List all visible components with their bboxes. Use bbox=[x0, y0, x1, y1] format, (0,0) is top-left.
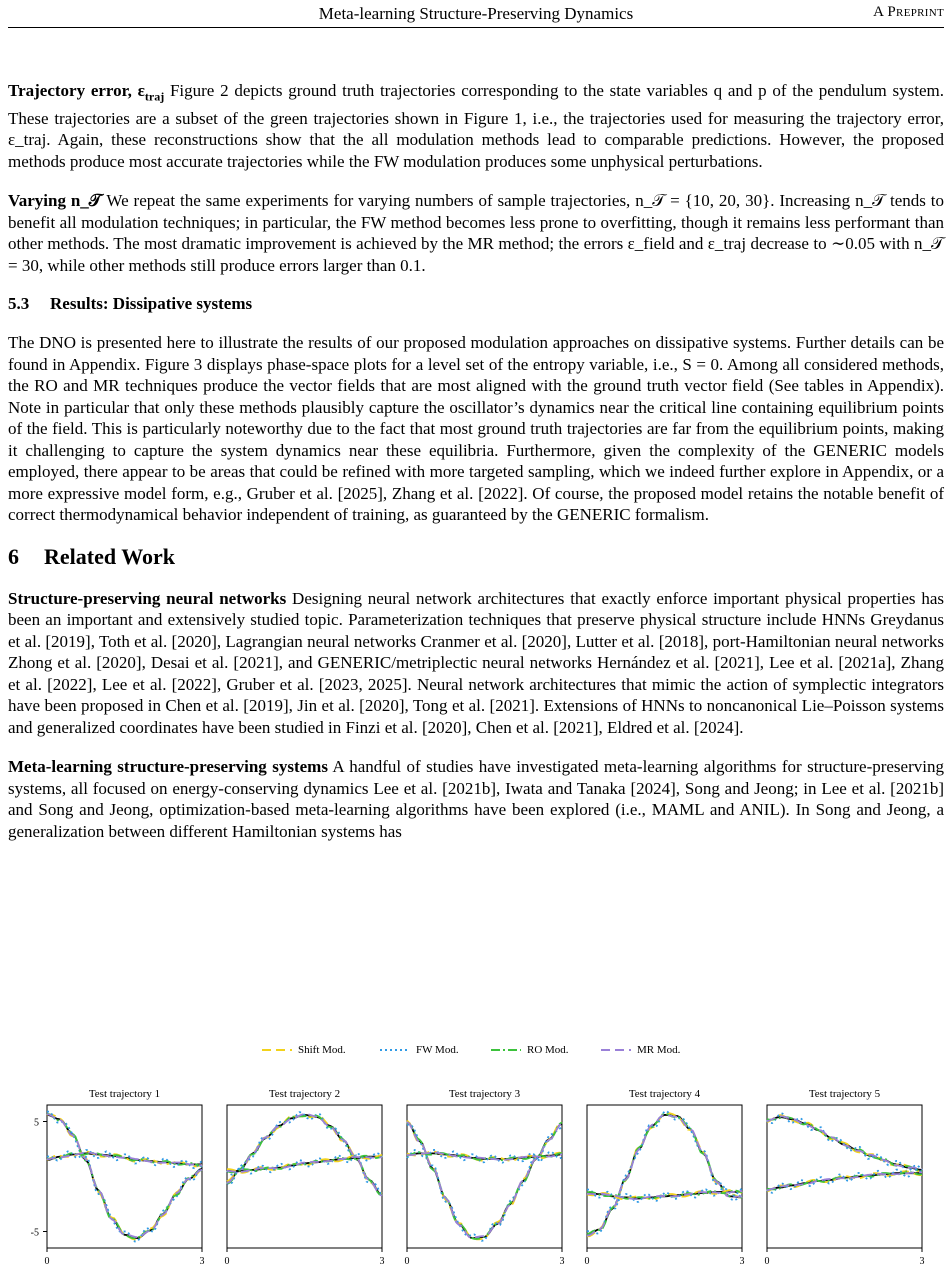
panel-title: Test trajectory 2 bbox=[268, 1088, 341, 1100]
panel-frame bbox=[227, 1105, 382, 1248]
run-in-heading: Structure-preserving neural networks bbox=[8, 588, 287, 608]
paragraph-body: We repeat the same experiments for varying numbers of sample trajectories, n_𝒯 = {10, 20, 30}. Increasing n_𝒯 tends to benefit all modulation techniques; in particular, the FW method becomes less prone to overfitting, though it remains less performant than other methods. The most dramatic improvement is achieved by the MR method; the errors ε_field and ε_traj decrease to ∼0.05 with n_𝒯 = 30, while other methods still produce errors larger than 0.1. bbox=[8, 191, 945, 275]
x-tick-label: 0 bbox=[44, 1256, 50, 1267]
paragraph-meta-learning bbox=[8, 756, 944, 842]
x-tick-label: 3 bbox=[559, 1256, 565, 1267]
legend-label-mr: MR Mod. bbox=[637, 1044, 681, 1056]
paragraph-dno: The DNO is presented here to illustrate the results of our proposed modulation approaches on dissipative systems. Further details can be found in Appendix. Figure 3 displays phase-space plots for a level set of the entropy variable, i.e., S = 0. Among all considered methods, the RO and MR techniques produce the vector fields that are most aligned with the ground truth vector field (See tables in Appendix). Note in particular that only these methods plausibly capture the oscillator’s dynamics near the critical line containing equilibrium points of the field. This is particularly noteworthy due to the fact that most ground truth trajectories are far from the equilibrium points, making it challenging to capture the system dynamics near these equilibria. Furthermore, given the complexity of the GENERIC models employed, there appear to be areas that could be refined with more targeted sampling, which we indeed further explore in Appendix, or a more expressive model form, e.g., Gruber et al. [2025], Zhang et al. [2022]. Of course, the proposed model retains the notable benefit of correct thermodynamical behavior independent of training, as guaranteed by the GENERIC formalism. bbox=[8, 333, 944, 525]
legend-label-ro: RO Mod. bbox=[527, 1044, 569, 1056]
trajectory-panel bbox=[585, 1088, 745, 1267]
x-tick-label: 0 bbox=[764, 1256, 770, 1267]
section-heading: 6 Related Work bbox=[8, 543, 175, 569]
running-title: Meta-learning Structure-Preserving Dynamics bbox=[318, 4, 634, 23]
x-tick-label: 3 bbox=[739, 1256, 745, 1267]
legend-label-shift: Shift Mod. bbox=[298, 1044, 346, 1056]
x-tick-label: 3 bbox=[199, 1256, 205, 1267]
ground-truth-line bbox=[407, 1122, 562, 1239]
method-line bbox=[407, 1121, 562, 1240]
x-tick-label: 0 bbox=[584, 1256, 590, 1267]
trajectory-figure bbox=[0, 1036, 952, 1275]
x-tick-label: 3 bbox=[919, 1256, 925, 1267]
run-in-heading: Trajectory error, $\varepsilon_{traj}$ bbox=[8, 81, 165, 104]
panel-frame bbox=[767, 1105, 922, 1248]
method-line bbox=[47, 1114, 202, 1237]
panel-title: Test trajectory 1 bbox=[88, 1088, 161, 1100]
header-rule bbox=[8, 27, 944, 28]
method-line bbox=[587, 1111, 742, 1233]
method-line bbox=[407, 1122, 562, 1239]
paragraph-body: A handful of studies have investigated meta-learning algorithms for structure-preserving systems, all focused on energy-conserving dynamics Lee et al. [2021b], Iwata and Tanaka [2024], Song and Jeong; in Lee et al. [2021b] and Song and Jeong, optimization-based meta-learning algorithms have been explored (i.e., MAML and ANIL). In Song and Jeong, a generalization between different Hamiltonian systems has bbox=[8, 757, 944, 841]
method-line bbox=[407, 1122, 562, 1238]
panel-frame bbox=[407, 1105, 562, 1248]
run-in-heading: Varying n_𝒯 bbox=[8, 191, 102, 211]
panel-frame bbox=[47, 1105, 202, 1248]
panel-title: Test trajectory 3 bbox=[448, 1088, 521, 1100]
panel-frame bbox=[587, 1105, 742, 1248]
subsection-heading: 5.3 Results: Dissipative systems bbox=[8, 294, 253, 314]
run-in-heading: Meta-learning structure-preserving systems bbox=[8, 757, 328, 777]
method-line bbox=[227, 1116, 382, 1196]
trajectory-panel bbox=[31, 1088, 205, 1267]
y-tick-label: -5 bbox=[30, 1227, 39, 1239]
method-line bbox=[587, 1114, 742, 1235]
preprint-label: A Preprint bbox=[873, 4, 944, 20]
x-tick-label: 0 bbox=[404, 1256, 410, 1267]
paragraph-varying bbox=[8, 190, 944, 276]
trajectory-panel bbox=[405, 1088, 565, 1267]
paragraph-spnn bbox=[8, 588, 944, 739]
method-line bbox=[47, 1114, 202, 1239]
x-tick-label: 0 bbox=[224, 1256, 230, 1267]
page-header bbox=[8, 0, 944, 26]
x-tick-label: 3 bbox=[379, 1256, 385, 1267]
ground-truth-line bbox=[587, 1115, 742, 1235]
method-line bbox=[587, 1113, 742, 1236]
trajectory-panel bbox=[765, 1088, 925, 1267]
legend-label-fw: FW Mod. bbox=[416, 1044, 459, 1056]
ground-truth-line bbox=[767, 1173, 922, 1190]
body-text bbox=[8, 80, 944, 860]
paragraph-body: Designing neural network architectures that exactly enforce important physical properties has been an important and extensively studied topic. Parameterization techniques that preserve physical structure include HNNs Greydanus et al. [2019], Toth et al. [2020], Lagrangian neural networks Cranmer et al. [2020], Lutter et al. [2018], port-Hamiltonian neural networks Zhong et al. [2020], Desai et al. [2021], and GENERIC/metriplectic neural networks Hernández et al. [2021], Lee et al. [2021a], Zhang et al. [2022], Lee et al. [2022], Gruber et al. [2023, 2025]. Neural network architectures that mimic the action of symplectic integrators have been proposed in Chen et al. [2019], Jin et al. [2020], Tong et al. [2021]. Extensions of HNNs to noncanonical Lie–Poisson systems and generalized coordinates have been studied in Finzi et al. [2020], Chen et al. [2021], Eldred et al. [2024]. bbox=[8, 588, 944, 737]
trajectory-panel bbox=[225, 1088, 385, 1267]
paragraph-trajectory-error bbox=[8, 80, 944, 172]
paragraph-body: Figure 2 depicts ground truth trajectories corresponding to the state variables q and p of the pendulum system. These trajectories are a subset of the green trajectories shown in Figure 1, i.e., the trajectories used for measuring the trajectory error, ε_traj. Again, these reconstructions show that the all modulation methods lead to comparable predictions. However, the proposed methods produce most accurate trajectories while the FW modulation produces some unphysical perturbations. bbox=[8, 81, 944, 171]
panel-title: Test trajectory 4 bbox=[628, 1088, 701, 1100]
y-tick-label: 5 bbox=[34, 1117, 39, 1129]
panel-title: Test trajectory 5 bbox=[808, 1088, 881, 1100]
method-line bbox=[407, 1124, 562, 1241]
method-line bbox=[587, 1115, 742, 1236]
